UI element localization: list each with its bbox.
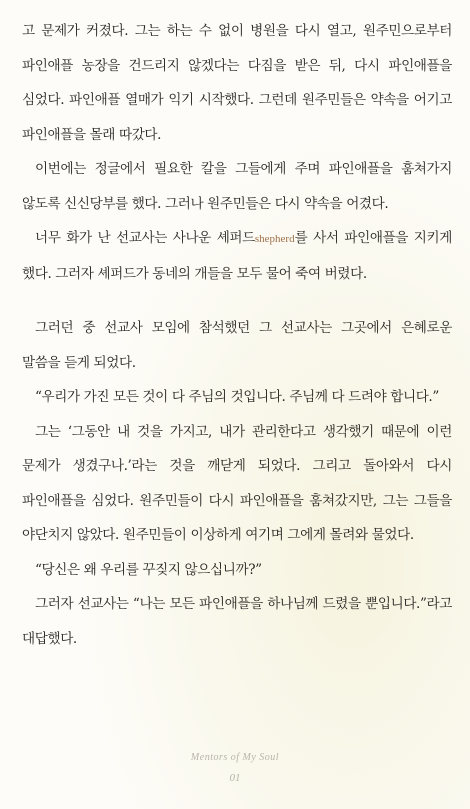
quote-paragraph: “우리가 가진 모든 것이 다 주님의 것입니다. 주님께 다 드려야 합니다.” bbox=[35, 389, 439, 405]
paragraph bbox=[22, 221, 452, 291]
running-footer-title: Mentors of My Soul bbox=[190, 752, 280, 763]
body-text-section-1 bbox=[22, 14, 452, 291]
quote-paragraph: “당신은 왜 우리를 꾸짖지 않으십니까?” bbox=[35, 561, 262, 578]
paragraph: 그러던 중 선교사 모임에 참석했던 그 선교사는 그곳에서 은혜로운 말씀을 듣게 되었다. bbox=[22, 320, 452, 371]
paragraph-text: 를 사서 파인애플을 지키게 했다. 그러자 셰퍼드가 동네의 개들을 모두 물어 죽여 버렸다. bbox=[22, 230, 453, 282]
paragraph: 그는 ‘그동안 내 것을 가지고, 내가 관리한다고 생각했기 때문에 이런 문제가 생겼구나.’라는 것을 깨닫게 되었다. 그리고 돌아와서 다시 파인애플을 심었다. 원주민들이 다시 파인애플을 훔쳐갔지만, 그는 그들을 야단치지 않았다. 원주민들이 이상하게 여기며 그에게 몰려와 물었다. bbox=[22, 423, 452, 543]
english-annotation: shepherd bbox=[254, 233, 295, 245]
page-number: 01 bbox=[229, 772, 241, 784]
paragraph: 그러자 선교사는 “나는 모든 파인애플을 하나님께 드렸을 뿐입니다.”라고 대답했다. bbox=[22, 596, 452, 647]
paragraph: 고 문제가 커졌다. 그는 하는 수 없이 병원을 다시 열고, 원주민으로부터 파인애플 농장을 건드리지 않겠다는 다짐을 받은 뒤, 다시 파인애플을 심었다. 파인애플 열매가 익기 시작했다. 그런데 원주민들은 약속을 어기고 파인애플을 몰래 따갔다. bbox=[22, 23, 452, 143]
body-text-section-2 bbox=[22, 311, 452, 656]
paragraph: 이번에는 정글에서 필요한 칼을 그들에게 주며 파인애플을 훔쳐가지 않도록 신신당부를 했다. 그러나 원주민들은 다시 약속을 어겼다. bbox=[22, 161, 452, 212]
paragraph-text: 너무 화가 난 선교사는 사나운 셰퍼드 bbox=[35, 230, 255, 246]
